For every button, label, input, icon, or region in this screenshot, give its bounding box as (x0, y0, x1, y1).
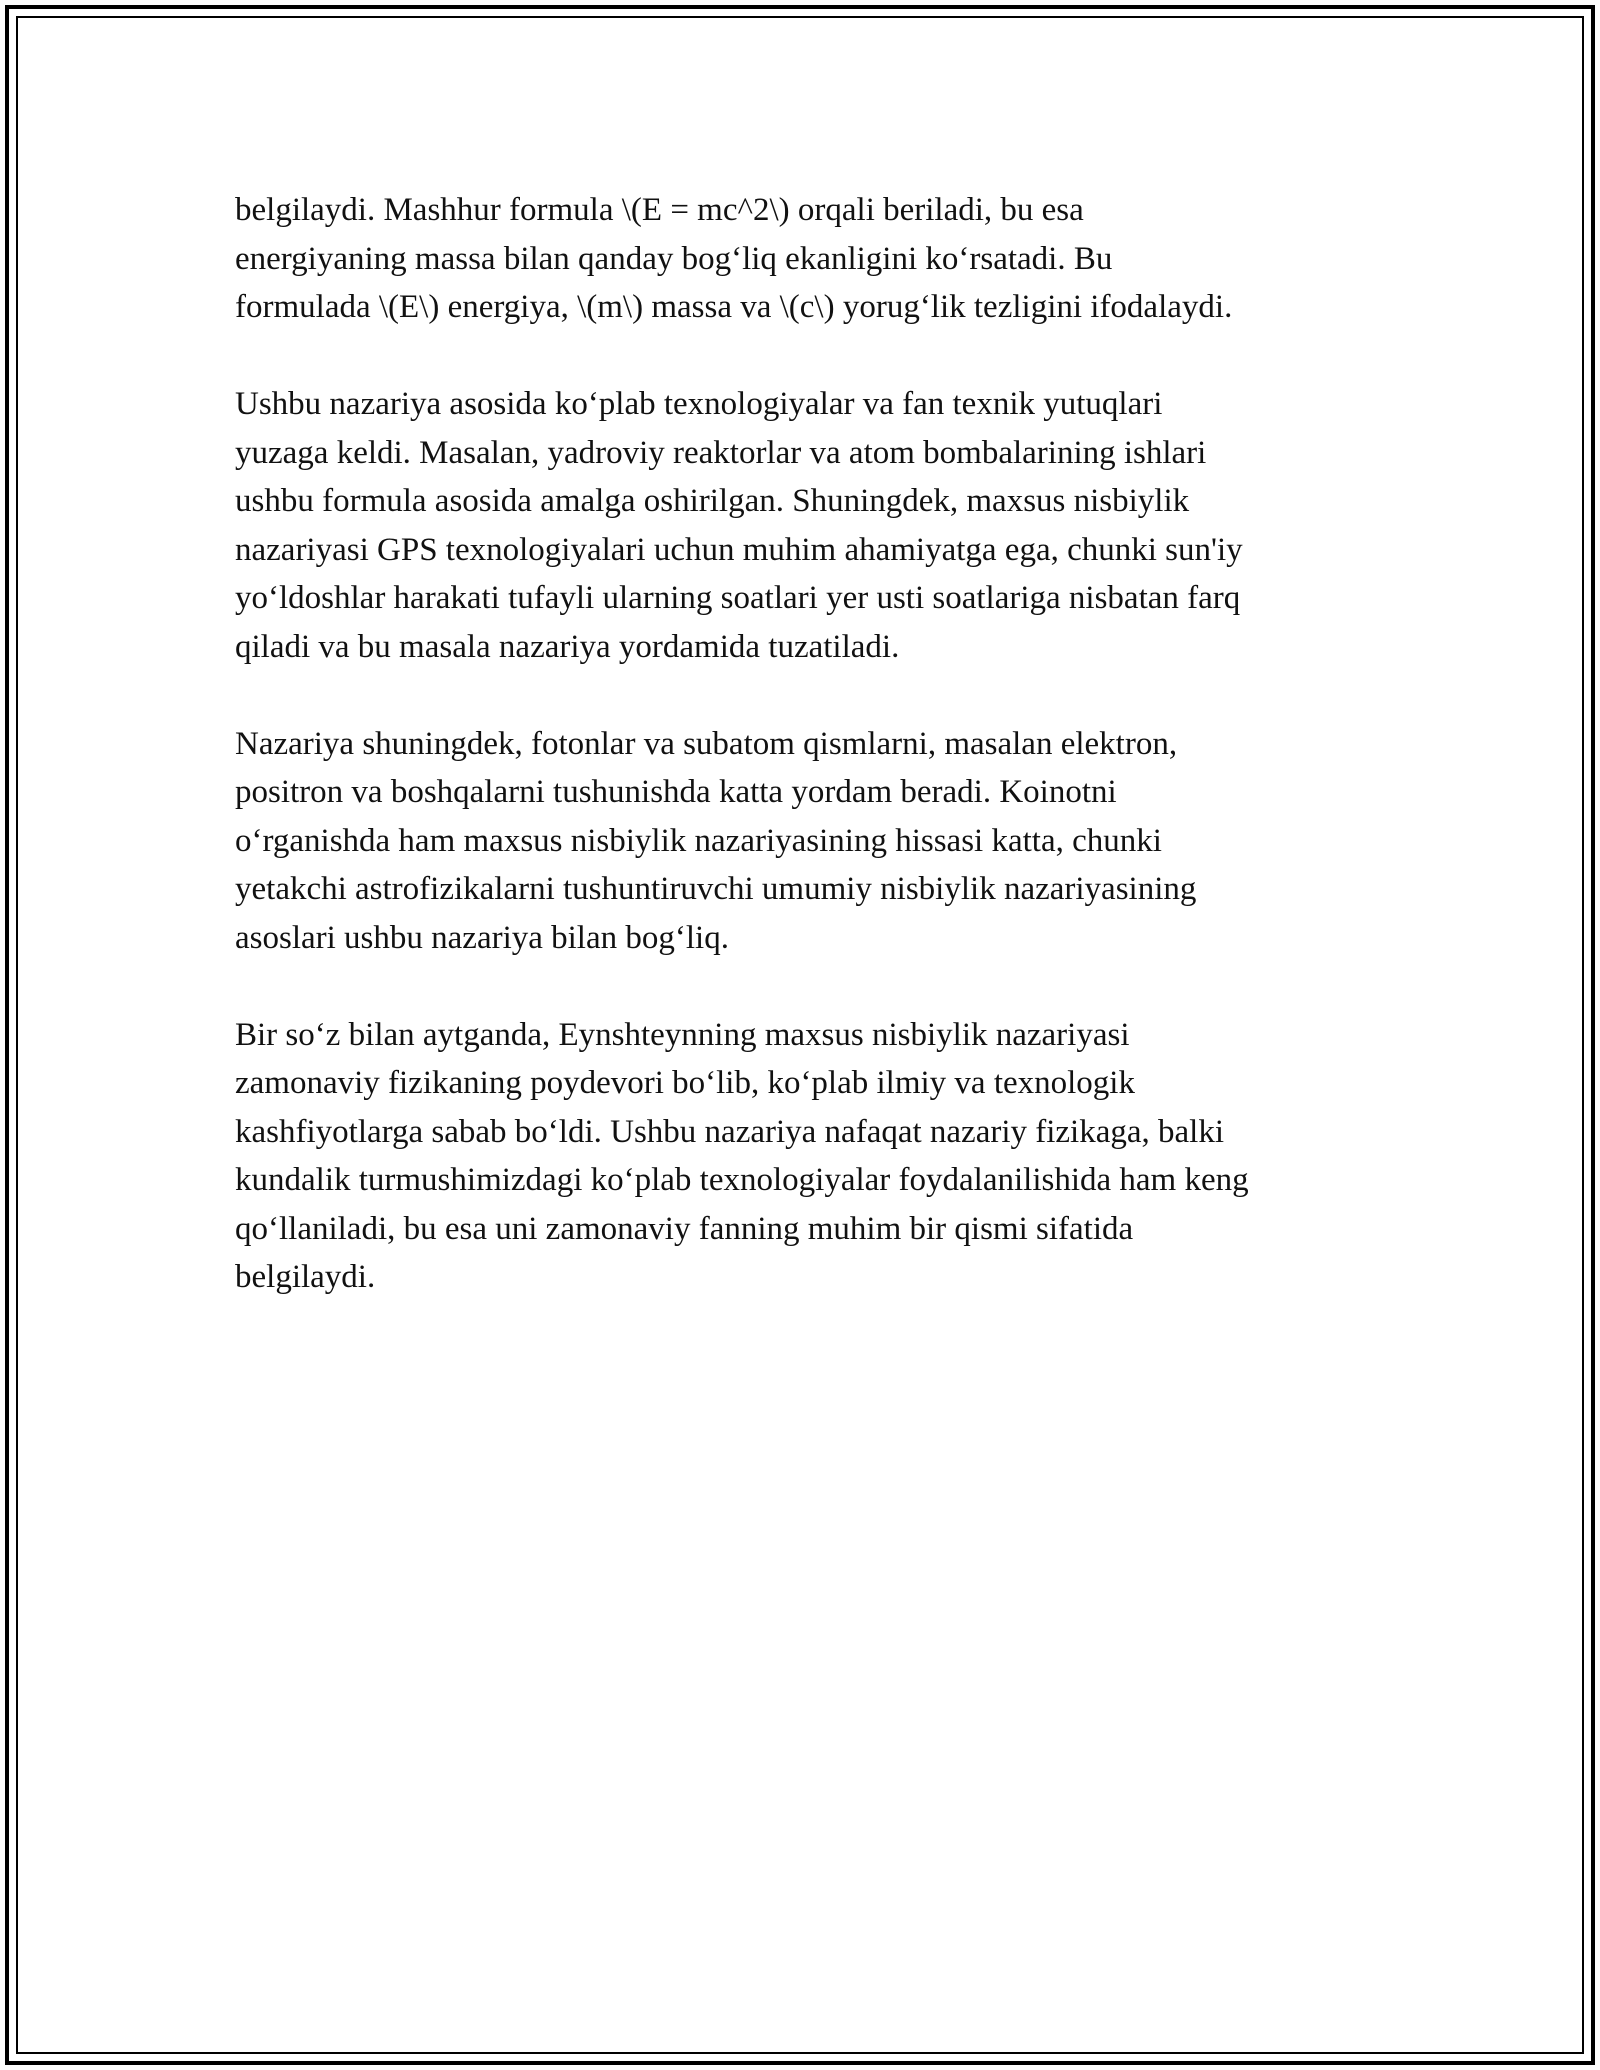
text-line: zamonaviy fizikaning poydevori boʻlib, koʻplab ilmiy va texnologik (235, 1065, 1135, 1101)
text-line: kundalik turmushimizdagi koʻplab texnologiyalar foydalanilishida ham keng (235, 1162, 1249, 1198)
text-line: Ushbu nazariya asosida koʻplab texnologiyalar va fan texnik yutuqlari (235, 386, 1163, 422)
text-line: energiyaning massa bilan qanday bogʻliq ekanligini koʻrsatadi. Bu (235, 240, 1113, 277)
text-line: qiladi va bu masala nazariya yordamida tuzatiladi. (235, 628, 900, 665)
text-line: Bir soʻz bilan aytganda, Eynshteynning maxsus nisbiylik nazariyasi (235, 1016, 1130, 1053)
text-line: asoslari ushbu nazariya bilan bogʻliq. (235, 919, 729, 956)
text-line: nazariyasi GPS texnologiyalari uchun muhim ahamiyatga ega, chunki sun'iy (235, 531, 1243, 568)
paragraph-1 (235, 186, 1365, 332)
text-line: yoʻldoshlar harakati tufayli ularning soatlari yer usti soatlariga nisbatan farq (235, 580, 1241, 616)
text-line: formulada \(E\) energiya, \(m\) massa va \(c\) yorugʻlik tezligini ifodalaydi. (235, 289, 1233, 325)
text-line: yetakchi astrofizikalarni tushuntiruvchi umumiy nisbiylik nazariyasining (235, 871, 1197, 907)
text-line: belgilaydi. (235, 1259, 376, 1295)
text-line: oʻrganishda ham maxsus nisbiylik nazariyasining hissasi katta, chunki (235, 822, 1162, 859)
text-line: belgilaydi. Mashhur formula \(E = mc^2\) orqali beriladi, bu esa (235, 192, 1084, 228)
paragraph-2 (235, 380, 1365, 671)
paragraph-4 (235, 1011, 1365, 1302)
paragraph-3 (235, 720, 1365, 963)
text-line: qoʻllaniladi, bu esa uni zamonaviy fanning muhim bir qismi sifatida (235, 1210, 1134, 1247)
document-body (235, 186, 1365, 1350)
text-line: Nazariya shuningdek, fotonlar va subatom qismlarni, masalan elektron, (235, 725, 1178, 762)
text-line: yuzaga keldi. Masalan, yadroviy reaktorlar va atom bombalarining ishlari (235, 434, 1207, 471)
text-line: kashfiyotlarga sabab boʻldi. Ushbu nazariya nafaqat nazariy fizikaga, balki (235, 1113, 1225, 1150)
text-line: ushbu formula asosida amalga oshirilgan. Shuningdek, maxsus nisbiylik (235, 483, 1190, 519)
text-line: positron va boshqalarni tushunishda katta yordam beradi. Koinotni (235, 774, 1117, 810)
